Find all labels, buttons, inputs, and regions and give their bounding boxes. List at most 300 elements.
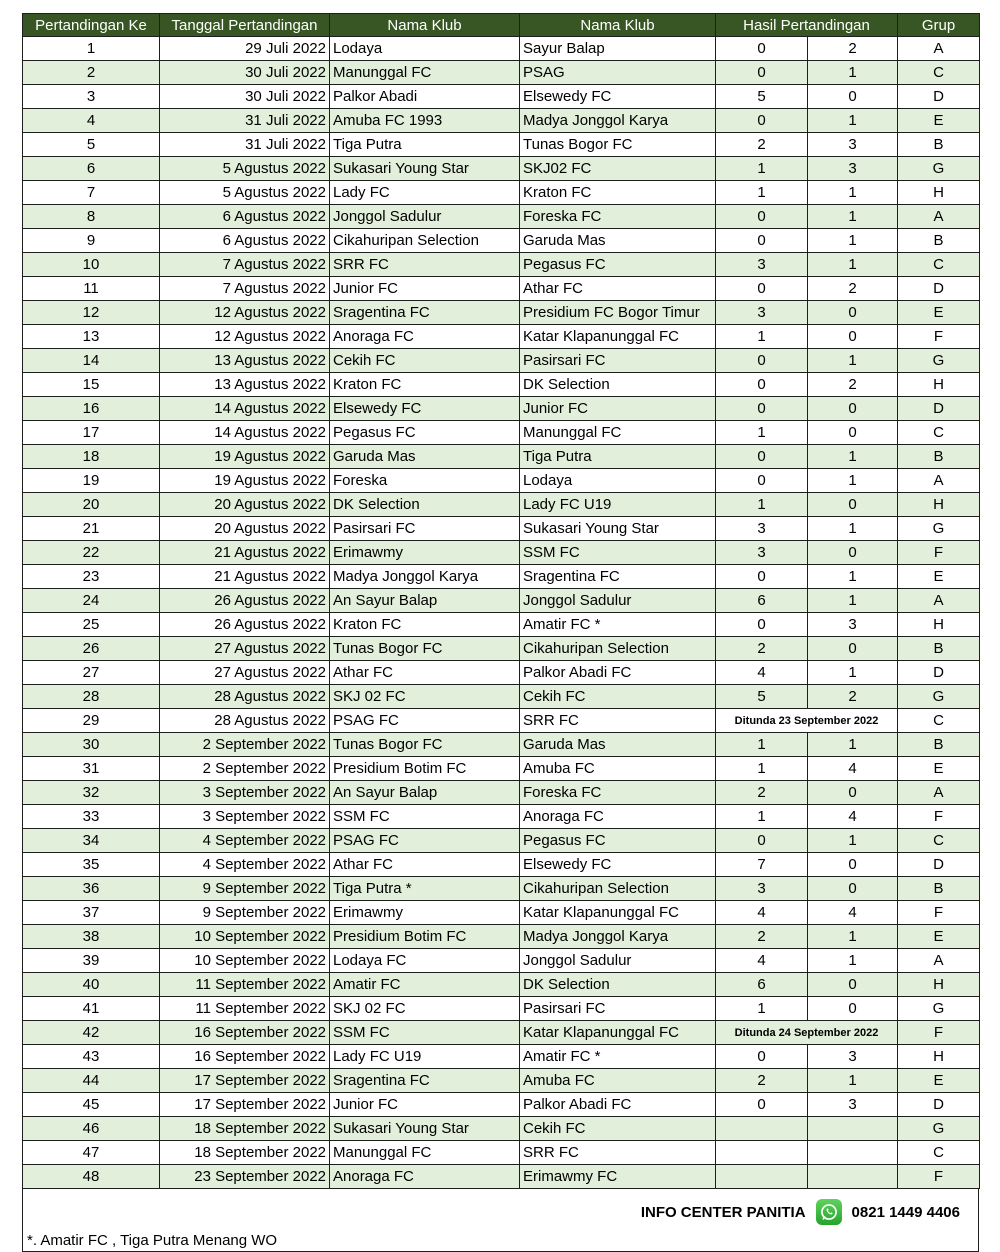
table-row (23, 61, 980, 85)
match-number: 22 (23, 541, 160, 565)
away-score: 0 (808, 493, 898, 517)
match-date: 12 Agustus 2022 (160, 325, 330, 349)
away-score: 1 (808, 589, 898, 613)
away-score: 1 (808, 733, 898, 757)
home-score: 1 (716, 325, 808, 349)
home-club: Lady FC U19 (330, 1045, 520, 1069)
away-score: 1 (808, 1069, 898, 1093)
away-score: 1 (808, 181, 898, 205)
group: A (898, 37, 980, 61)
home-club: Sragentina FC (330, 301, 520, 325)
table-row (23, 613, 980, 637)
match-date: 26 Agustus 2022 (160, 589, 330, 613)
table-row (23, 757, 980, 781)
match-number: 48 (23, 1165, 160, 1189)
home-score: 0 (716, 277, 808, 301)
away-score: 1 (808, 253, 898, 277)
match-number: 43 (23, 1045, 160, 1069)
group: A (898, 205, 980, 229)
match-date: 28 Agustus 2022 (160, 709, 330, 733)
match-number: 41 (23, 997, 160, 1021)
header-home-club: Nama Klub (330, 14, 520, 37)
away-club: Lodaya (520, 469, 716, 493)
match-number: 15 (23, 373, 160, 397)
table-row (23, 229, 980, 253)
table-row (23, 1093, 980, 1117)
home-score: 4 (716, 661, 808, 685)
table-row (23, 829, 980, 853)
table-row (23, 685, 980, 709)
match-number: 29 (23, 709, 160, 733)
match-date: 5 Agustus 2022 (160, 157, 330, 181)
away-club: Foreska FC (520, 205, 716, 229)
table-row (23, 85, 980, 109)
home-score: 0 (716, 349, 808, 373)
match-number: 17 (23, 421, 160, 445)
home-score: 0 (716, 397, 808, 421)
away-club: Junior FC (520, 397, 716, 421)
away-score: 0 (808, 325, 898, 349)
match-date: 13 Agustus 2022 (160, 349, 330, 373)
away-club: Athar FC (520, 277, 716, 301)
away-score: 2 (808, 37, 898, 61)
away-club: Garuda Mas (520, 733, 716, 757)
match-date: 12 Agustus 2022 (160, 301, 330, 325)
away-club: Cekih FC (520, 685, 716, 709)
home-score: 4 (716, 901, 808, 925)
table-row (23, 853, 980, 877)
table-row (23, 877, 980, 901)
home-score: 1 (716, 805, 808, 829)
info-center (641, 1199, 960, 1225)
table-row (23, 1117, 980, 1141)
group: H (898, 613, 980, 637)
match-date: 20 Agustus 2022 (160, 493, 330, 517)
group: D (898, 661, 980, 685)
table-row (23, 421, 980, 445)
match-number: 28 (23, 685, 160, 709)
away-club: Palkor Abadi FC (520, 661, 716, 685)
away-club: SRR FC (520, 1141, 716, 1165)
away-score: 0 (808, 85, 898, 109)
match-date: 18 September 2022 (160, 1117, 330, 1141)
group: H (898, 373, 980, 397)
home-club: Lodaya (330, 37, 520, 61)
away-score: 1 (808, 109, 898, 133)
header-result: Hasil Pertandingan (716, 14, 898, 37)
home-score: 3 (716, 253, 808, 277)
away-club: Cikahuripan Selection (520, 877, 716, 901)
match-date: 21 Agustus 2022 (160, 541, 330, 565)
away-score: 1 (808, 661, 898, 685)
home-score: 3 (716, 541, 808, 565)
home-club: Anoraga FC (330, 1165, 520, 1189)
home-club: Sukasari Young Star (330, 1117, 520, 1141)
home-club: Junior FC (330, 277, 520, 301)
away-score: 0 (808, 997, 898, 1021)
group: F (898, 901, 980, 925)
table-row (23, 973, 980, 997)
away-club: Sragentina FC (520, 565, 716, 589)
match-number: 45 (23, 1093, 160, 1117)
home-club: Amuba FC 1993 (330, 109, 520, 133)
table-row (23, 181, 980, 205)
match-number: 20 (23, 493, 160, 517)
table-row (23, 565, 980, 589)
match-number: 36 (23, 877, 160, 901)
away-club: Garuda Mas (520, 229, 716, 253)
away-club: Palkor Abadi FC (520, 1093, 716, 1117)
away-score: 4 (808, 757, 898, 781)
away-club: Amatir FC * (520, 613, 716, 637)
table-row (23, 1069, 980, 1093)
table-row (23, 589, 980, 613)
group: F (898, 805, 980, 829)
match-date: 20 Agustus 2022 (160, 517, 330, 541)
table-row (23, 805, 980, 829)
home-club: Anoraga FC (330, 325, 520, 349)
home-club: Erimawmy (330, 901, 520, 925)
table-row (23, 517, 980, 541)
away-score: 0 (808, 421, 898, 445)
home-club: Cikahuripan Selection (330, 229, 520, 253)
home-club: Pegasus FC (330, 421, 520, 445)
away-score: 4 (808, 901, 898, 925)
match-number: 39 (23, 949, 160, 973)
match-number: 38 (23, 925, 160, 949)
table-row (23, 373, 980, 397)
home-club: An Sayur Balap (330, 589, 520, 613)
table-row (23, 277, 980, 301)
match-date: 10 September 2022 (160, 949, 330, 973)
group: G (898, 517, 980, 541)
table-row (23, 781, 980, 805)
home-score: 1 (716, 757, 808, 781)
away-score: 4 (808, 805, 898, 829)
group: C (898, 61, 980, 85)
away-club: Sukasari Young Star (520, 517, 716, 541)
home-club: Presidium Botim FC (330, 757, 520, 781)
group: A (898, 949, 980, 973)
match-date: 4 September 2022 (160, 829, 330, 853)
match-number: 2 (23, 61, 160, 85)
home-score: 6 (716, 973, 808, 997)
home-club: Madya Jonggol Karya (330, 565, 520, 589)
match-number: 26 (23, 637, 160, 661)
table-footer (22, 1189, 979, 1252)
match-date: 26 Agustus 2022 (160, 613, 330, 637)
group: C (898, 253, 980, 277)
match-date: 2 September 2022 (160, 757, 330, 781)
info-center-phone: 0821 1449 4406 (851, 1203, 960, 1221)
group: F (898, 1021, 980, 1045)
away-club: Madya Jonggol Karya (520, 109, 716, 133)
away-club: Foreska FC (520, 781, 716, 805)
home-score: 1 (716, 157, 808, 181)
away-score: 1 (808, 349, 898, 373)
match-date: 6 Agustus 2022 (160, 229, 330, 253)
away-score: 0 (808, 781, 898, 805)
group: B (898, 637, 980, 661)
away-score: 0 (808, 541, 898, 565)
group: F (898, 1165, 980, 1189)
match-date: 10 September 2022 (160, 925, 330, 949)
match-number: 31 (23, 757, 160, 781)
away-club: Pegasus FC (520, 253, 716, 277)
match-date: 29 Juli 2022 (160, 37, 330, 61)
away-score: 0 (808, 877, 898, 901)
table-row (23, 469, 980, 493)
away-club: Amuba FC (520, 757, 716, 781)
match-date: 3 September 2022 (160, 805, 330, 829)
home-club: SSM FC (330, 1021, 520, 1045)
group: D (898, 1093, 980, 1117)
home-score (716, 1117, 808, 1141)
group: B (898, 445, 980, 469)
table-row (23, 301, 980, 325)
home-club: Athar FC (330, 661, 520, 685)
match-number: 19 (23, 469, 160, 493)
home-score: 0 (716, 373, 808, 397)
group: A (898, 469, 980, 493)
home-club: Cekih FC (330, 349, 520, 373)
table-row (23, 133, 980, 157)
away-score: 1 (808, 205, 898, 229)
home-score: 2 (716, 925, 808, 949)
group: H (898, 1045, 980, 1069)
home-club: Garuda Mas (330, 445, 520, 469)
home-club: Amatir FC (330, 973, 520, 997)
postponed-note: Ditunda 23 September 2022 (716, 709, 898, 733)
away-club: Jonggol Sadulur (520, 949, 716, 973)
home-score: 5 (716, 85, 808, 109)
match-number: 34 (23, 829, 160, 853)
group: D (898, 853, 980, 877)
home-score: 0 (716, 613, 808, 637)
match-number: 21 (23, 517, 160, 541)
away-club: Tiga Putra (520, 445, 716, 469)
away-club: Presidium FC Bogor Timur (520, 301, 716, 325)
away-score: 2 (808, 685, 898, 709)
home-club: Kraton FC (330, 373, 520, 397)
match-date: 2 September 2022 (160, 733, 330, 757)
match-date: 9 September 2022 (160, 877, 330, 901)
away-score: 3 (808, 1045, 898, 1069)
table-row (23, 325, 980, 349)
match-number: 7 (23, 181, 160, 205)
match-date: 5 Agustus 2022 (160, 181, 330, 205)
match-number: 47 (23, 1141, 160, 1165)
match-number: 16 (23, 397, 160, 421)
away-score: 3 (808, 133, 898, 157)
away-club: Manunggal FC (520, 421, 716, 445)
home-score: 3 (716, 517, 808, 541)
away-club: Cikahuripan Selection (520, 637, 716, 661)
away-club: Pasirsari FC (520, 997, 716, 1021)
group: A (898, 589, 980, 613)
home-score: 0 (716, 445, 808, 469)
match-date: 23 September 2022 (160, 1165, 330, 1189)
group: G (898, 1117, 980, 1141)
match-date: 30 Juli 2022 (160, 85, 330, 109)
match-number: 18 (23, 445, 160, 469)
match-date: 6 Agustus 2022 (160, 205, 330, 229)
match-number: 42 (23, 1021, 160, 1045)
match-date: 18 September 2022 (160, 1141, 330, 1165)
away-club: Pasirsari FC (520, 349, 716, 373)
home-score: 0 (716, 1093, 808, 1117)
group: A (898, 781, 980, 805)
info-center-label: INFO CENTER PANITIA (640, 1203, 806, 1221)
footnote: *. Amatir FC , Tiga Putra Menang WO (27, 1232, 278, 1249)
away-club: Kraton FC (520, 181, 716, 205)
table-row (23, 661, 980, 685)
group: E (898, 565, 980, 589)
match-number: 14 (23, 349, 160, 373)
home-score: 2 (716, 781, 808, 805)
table-row (23, 541, 980, 565)
away-score (808, 1165, 898, 1189)
match-number: 11 (23, 277, 160, 301)
table-row (23, 37, 980, 61)
away-score: 2 (808, 277, 898, 301)
match-date: 14 Agustus 2022 (160, 397, 330, 421)
table-row (23, 205, 980, 229)
home-club: Tiga Putra * (330, 877, 520, 901)
match-date: 21 Agustus 2022 (160, 565, 330, 589)
away-club: Madya Jonggol Karya (520, 925, 716, 949)
match-date: 31 Juli 2022 (160, 109, 330, 133)
group: D (898, 277, 980, 301)
home-score: 0 (716, 229, 808, 253)
match-number: 30 (23, 733, 160, 757)
table-row (23, 1165, 980, 1189)
table-row (23, 445, 980, 469)
home-club: Foreska (330, 469, 520, 493)
table-row (23, 493, 980, 517)
group: B (898, 229, 980, 253)
away-score: 1 (808, 469, 898, 493)
match-date: 16 September 2022 (160, 1045, 330, 1069)
home-score: 3 (716, 301, 808, 325)
group: D (898, 397, 980, 421)
away-club: Jonggol Sadulur (520, 589, 716, 613)
match-date: 17 September 2022 (160, 1069, 330, 1093)
match-date: 17 September 2022 (160, 1093, 330, 1117)
group: H (898, 493, 980, 517)
home-club: Elsewedy FC (330, 397, 520, 421)
away-score (808, 1117, 898, 1141)
match-date: 13 Agustus 2022 (160, 373, 330, 397)
match-date: 11 September 2022 (160, 997, 330, 1021)
away-score: 3 (808, 613, 898, 637)
match-number: 44 (23, 1069, 160, 1093)
home-club: DK Selection (330, 493, 520, 517)
table-row (23, 397, 980, 421)
away-score: 1 (808, 949, 898, 973)
away-club: SSM FC (520, 541, 716, 565)
away-score: 1 (808, 445, 898, 469)
home-score: 2 (716, 1069, 808, 1093)
home-club: SKJ 02 FC (330, 685, 520, 709)
whatsapp-icon (816, 1199, 842, 1225)
match-number: 33 (23, 805, 160, 829)
match-number: 6 (23, 157, 160, 181)
home-score: 0 (716, 1045, 808, 1069)
group: F (898, 325, 980, 349)
away-score (808, 1141, 898, 1165)
home-club: Athar FC (330, 853, 520, 877)
match-number: 4 (23, 109, 160, 133)
home-score: 7 (716, 853, 808, 877)
away-club: DK Selection (520, 373, 716, 397)
away-score: 1 (808, 517, 898, 541)
header-row (23, 14, 980, 37)
match-date: 7 Agustus 2022 (160, 277, 330, 301)
group: H (898, 973, 980, 997)
group: C (898, 421, 980, 445)
match-number: 8 (23, 205, 160, 229)
away-club: Tunas Bogor FC (520, 133, 716, 157)
home-club: SSM FC (330, 805, 520, 829)
away-club: SRR FC (520, 709, 716, 733)
match-number: 27 (23, 661, 160, 685)
away-club: Katar Klapanunggal FC (520, 901, 716, 925)
table-row (23, 925, 980, 949)
home-score: 0 (716, 109, 808, 133)
table-row (23, 997, 980, 1021)
home-score: 1 (716, 181, 808, 205)
table-row (23, 733, 980, 757)
home-club: SKJ 02 FC (330, 997, 520, 1021)
group: B (898, 877, 980, 901)
away-club: Amuba FC (520, 1069, 716, 1093)
match-number: 23 (23, 565, 160, 589)
away-score: 0 (808, 397, 898, 421)
home-club: Lodaya FC (330, 949, 520, 973)
home-club: Kraton FC (330, 613, 520, 637)
match-number: 25 (23, 613, 160, 637)
match-date: 4 September 2022 (160, 853, 330, 877)
table-row (23, 349, 980, 373)
home-club: Lady FC (330, 181, 520, 205)
table-row (23, 1021, 980, 1045)
header-away-club: Nama Klub (520, 14, 716, 37)
away-club: PSAG (520, 61, 716, 85)
away-score: 1 (808, 925, 898, 949)
match-number: 10 (23, 253, 160, 277)
home-score: 6 (716, 589, 808, 613)
away-club: DK Selection (520, 973, 716, 997)
group: E (898, 1069, 980, 1093)
away-club: Lady FC U19 (520, 493, 716, 517)
match-date: 30 Juli 2022 (160, 61, 330, 85)
header-group: Grup (898, 14, 980, 37)
header-match-no: Pertandingan Ke (23, 14, 160, 37)
away-score: 0 (808, 973, 898, 997)
table-row (23, 901, 980, 925)
away-club: Amatir FC * (520, 1045, 716, 1069)
group: G (898, 349, 980, 373)
match-number: 3 (23, 85, 160, 109)
table-row (23, 637, 980, 661)
away-club: Erimawmy FC (520, 1165, 716, 1189)
home-club: An Sayur Balap (330, 781, 520, 805)
away-score: 0 (808, 853, 898, 877)
home-club: Sukasari Young Star (330, 157, 520, 181)
home-club: Junior FC (330, 1093, 520, 1117)
home-club: Erimawmy (330, 541, 520, 565)
